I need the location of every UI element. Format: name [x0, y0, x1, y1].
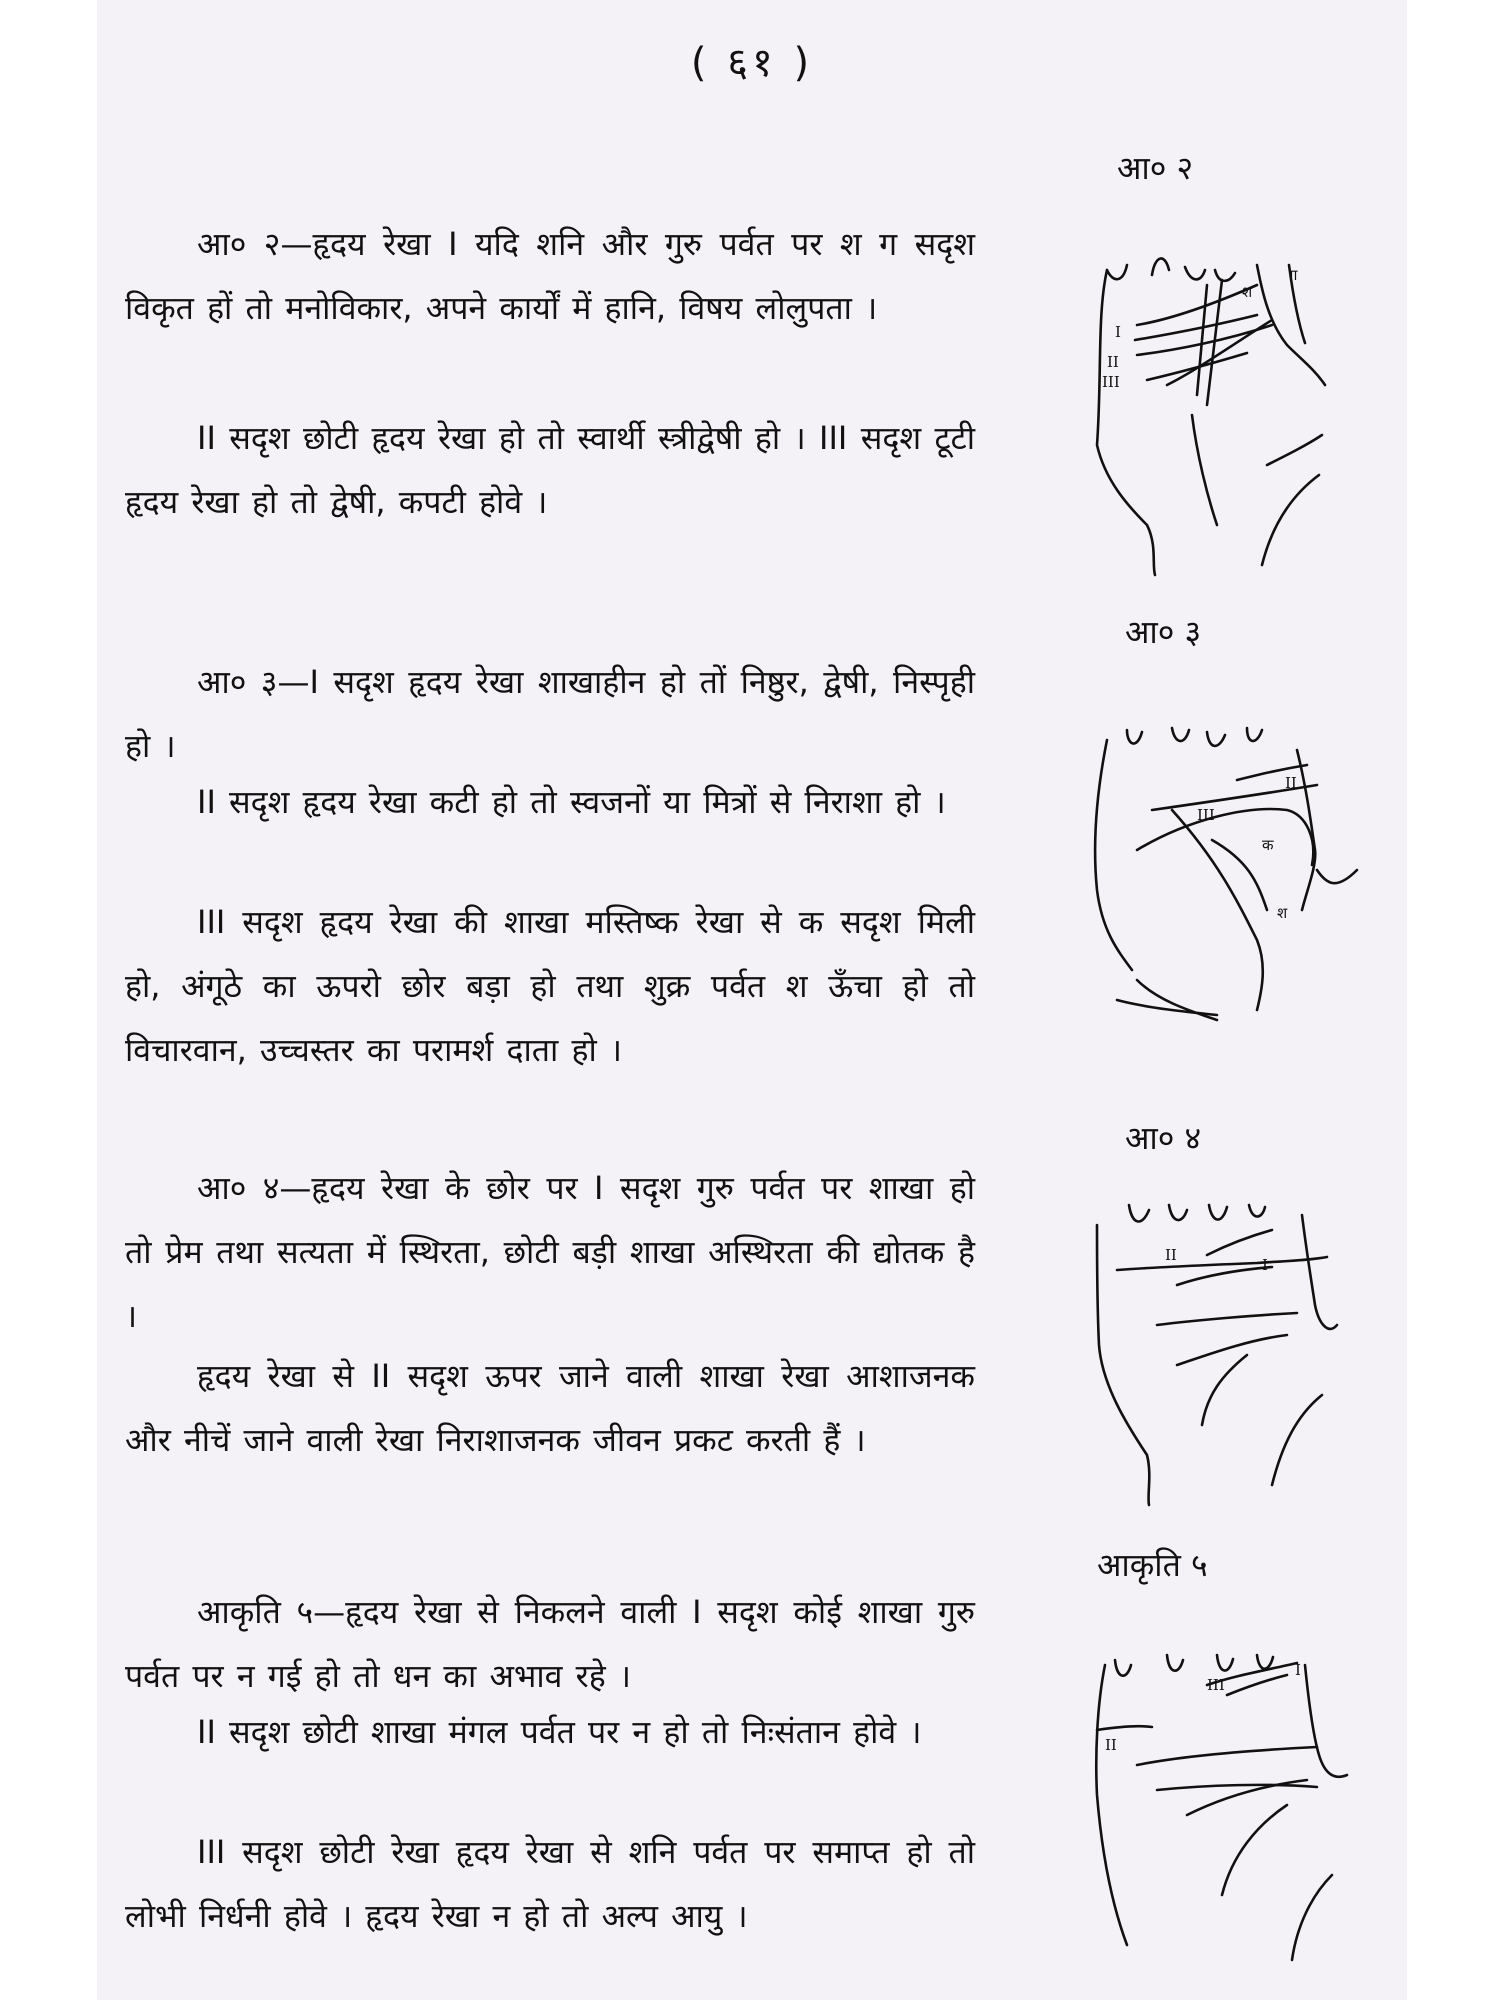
figure-5-mark-1: III	[1207, 1676, 1225, 1694]
figure-2-mark-1: I	[1115, 323, 1121, 341]
figure-5-hand-diagram	[1057, 1615, 1387, 1970]
paragraph-fig3-intro: आ० ३—I सदृश हृदय रेखा शाखाहीन हो तों निष्ठुर, द्वेषी, निस्पृही हो ।	[125, 663, 975, 765]
figure-5-mark-2: I	[1295, 1661, 1301, 1679]
figure-3-mark-4: श	[1277, 904, 1288, 922]
figure-3-hand-diagram	[1057, 690, 1387, 1050]
figure-2-mark-3: III	[1102, 373, 1120, 391]
figure-2-mark-5: ग	[1289, 266, 1298, 284]
figure-2-mark-4: श	[1242, 283, 1253, 301]
figure-3-mark-1: II	[1285, 774, 1297, 792]
paragraph-fig2-intro: आ० २—हृदय रेखा I यदि शनि और गुरु पर्वत पर श ग सदृश विकृत हों तो मनोविकार, अपने कार्यों में हानि, विषय लोलुपता ।	[125, 225, 975, 327]
figure-3-mark-2: III	[1197, 806, 1215, 824]
book-page	[97, 0, 1407, 2000]
figure-2-hand-diagram	[1057, 225, 1387, 585]
figure-3-mark-3: क	[1262, 836, 1274, 854]
page-number: ( ६१ )	[690, 40, 814, 86]
paragraph-fig3-ii: II सदृश हृदय रेखा कटी हो तो स्वजनों या मित्रों से निराशा हो ।	[197, 783, 946, 821]
paragraph-fig4-ii: हृदय रेखा से II सदृश ऊपर जाने वाली शाखा रेखा आशाजनक और नीचें जाने वाली रेखा निराशाजनक जीवन प्रकट करती हैं ।	[125, 1357, 975, 1459]
paragraph-fig5-iii: III सदृश छोटी रेखा हृदय रेखा से शनि पर्वत पर समाप्त हो तो लोभी निर्धनी होवे । हृदय रेखा न हो तो अल्प आयु ।	[125, 1833, 975, 1935]
figure-4-label: आ० ४	[1125, 1119, 1202, 1157]
paragraph-fig4-intro: आ० ४—हृदय रेखा के छोर पर I सदृश गुरु पर्वत पर शाखा हो तो प्रेम तथा सत्यता में स्थिरता, छोटी बड़ी शाखा अस्थिरता की द्योतक है ।	[125, 1169, 975, 1335]
paragraph-fig3-iii: III सदृश हृदय रेखा की शाखा मस्तिष्क रेखा से क सदृश मिली हो, अंगूठे का ऊपरो छोर बड़ा हो तथा शुक्र पर्वत श ऊँचा हो तो विचारवान, उच्चस्तर का परामर्श दाता हो ।	[125, 903, 975, 1069]
figure-5-mark-3: II	[1105, 1736, 1117, 1754]
figure-2-label: आ० २	[1117, 149, 1194, 187]
figure-4-mark-2: I	[1262, 1256, 1268, 1274]
paragraph-fig5-intro: आकृति ५—हृदय रेखा से निकलने वाली I सदृश कोई शाखा गुरु पर्वत पर न गई हो तो धन का अभाव रहे ।	[125, 1593, 975, 1695]
figure-5-label: आकृति ५	[1097, 1546, 1208, 1584]
figure-4-hand-diagram	[1057, 1175, 1387, 1515]
paragraph-fig2-ii-iii: II सदृश छोटी हृदय रेखा हो तो स्वार्थी स्त्रीद्वेषी हो । III सदृश टूटी हृदय रेखा हो तो द्वेषी, कपटी होवे ।	[125, 419, 975, 521]
paragraph-fig5-ii: II सदृश छोटी शाखा मंगल पर्वत पर न हो तो निःसंतान होवे ।	[197, 1713, 922, 1751]
figure-3-label: आ० ३	[1125, 613, 1202, 651]
figure-2-mark-2: II	[1107, 353, 1119, 371]
figure-4-mark-1: II	[1165, 1246, 1177, 1264]
